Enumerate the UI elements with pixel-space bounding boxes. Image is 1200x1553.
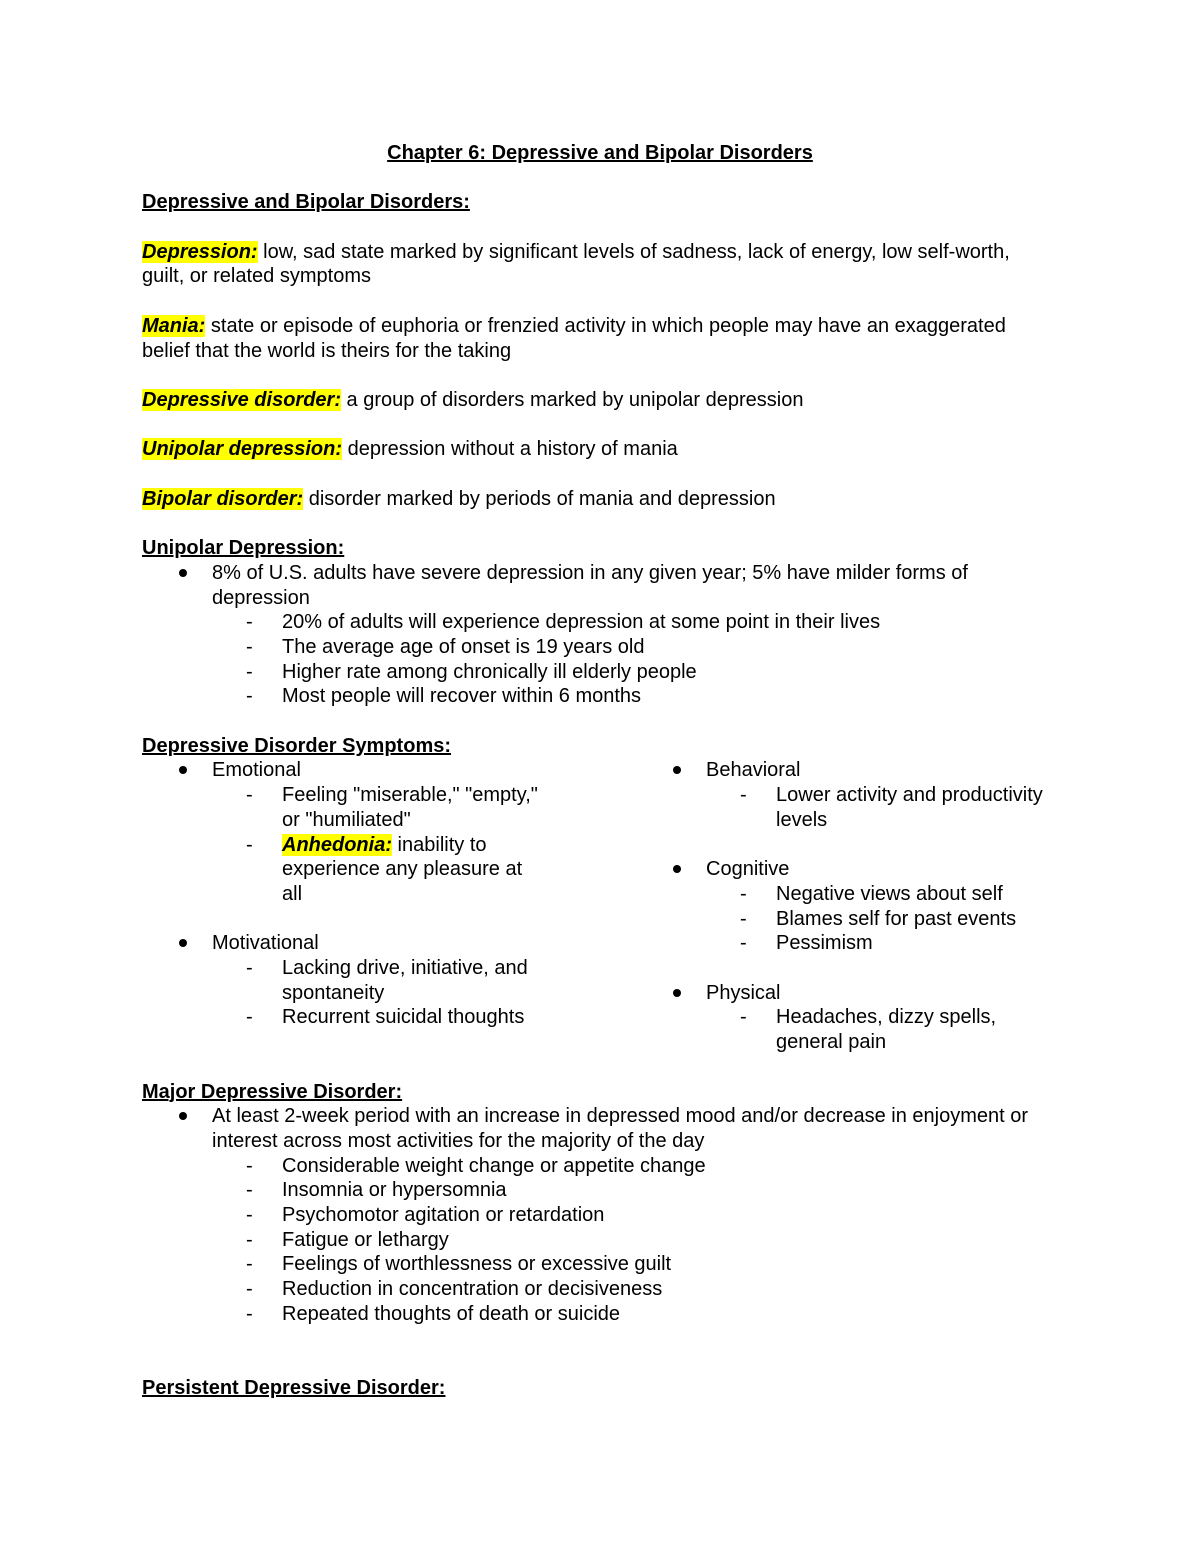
symptom-label: Physical [706, 981, 781, 1004]
list-item: - Repeated thoughts of death or suicide [212, 1302, 1042, 1327]
term-unipolar-depression: Unipolar depression: [142, 438, 343, 461]
list-item-text: 8% of U.S. adults have severe depression in any given year; 5% have milder forms of depression [212, 561, 968, 609]
major-sublist [212, 1154, 1042, 1327]
definition-depressive-disorder [142, 388, 1042, 413]
definition-bipolar-disorder [142, 487, 1042, 512]
heading-major: Major Depressive Disorder: [142, 1080, 403, 1103]
symptom-label: Cognitive [706, 858, 790, 881]
symptom-label: Motivational [212, 932, 319, 955]
list-item: - Insomnia or hypersomnia [212, 1178, 1042, 1203]
definition-text: depression without a history of mania [342, 438, 678, 461]
page-title: Chapter 6: Depressive and Bipolar Disorders [387, 142, 813, 164]
symptom-emotional [142, 758, 542, 906]
term-bipolar-disorder: Bipolar disorder: [142, 487, 304, 510]
list-item: - Fatigue or lethargy [212, 1228, 1042, 1253]
symptom-behavioral [636, 758, 1051, 832]
list-item: - Recurrent suicidal thoughts [212, 1005, 546, 1030]
heading-unipolar: Unipolar Depression: [142, 537, 345, 560]
unipolar-sublist [212, 610, 1042, 709]
unipolar-list [142, 561, 1042, 709]
list-item: - Lower activity and productivity levels [706, 783, 1051, 832]
symptoms-columns [142, 758, 1042, 1054]
list-item: - Lacking drive, initiative, and spontaneity [212, 956, 546, 1005]
list-item [142, 1104, 1042, 1326]
list-item: - The average age of onset is 19 years old [212, 635, 1042, 660]
definition-text: state or episode of euphoria or frenzied activity in which people may have an exaggerated belief that the world is theirs for the taking [142, 314, 1006, 362]
list-item: - 20% of adults will experience depression at some point in their lives [212, 610, 1042, 635]
symptom-physical [636, 981, 1051, 1055]
term-anhedonia: Anhedonia: [282, 833, 392, 856]
definition-text: low, sad state marked by significant levels of sadness, lack of energy, low self-worth, guilt, or related symptoms [142, 240, 1010, 288]
heading-symptoms: Depressive Disorder Symptoms: [142, 734, 452, 757]
definition-depression [142, 240, 1042, 289]
symptom-cognitive [636, 857, 1051, 956]
list-item: - Reduction in concentration or decisiveness [212, 1277, 1042, 1302]
definition-mania [142, 314, 1042, 363]
definition-text: disorder marked by periods of mania and depression [303, 487, 776, 510]
heading-intro: Depressive and Bipolar Disorders: [142, 191, 470, 214]
list-item: - Negative views about self [706, 882, 1051, 907]
definition-text: a group of disorders marked by unipolar depression [340, 388, 804, 411]
list-item: - Blames self for past events [706, 907, 1051, 932]
list-item: - Higher rate among chronically ill elderly people [212, 660, 1042, 685]
list-item-text: At least 2-week period with an increase in depressed mood and/or decrease in enjoyment or interest across most activities for the majority of the day [212, 1105, 1029, 1152]
term-mania: Mania: [142, 314, 206, 337]
list-item [142, 561, 1042, 709]
term-depressive-disorder: Depressive disorder: [142, 388, 341, 411]
list-item-text: inability to experience any pleasure at all [282, 833, 523, 905]
list-item: - Headaches, dizzy spells, general pain [706, 1005, 1051, 1054]
list-item: - Pessimism [706, 931, 1051, 956]
document-content [142, 141, 1042, 1401]
major-list [142, 1104, 1042, 1326]
symptoms-right-column [636, 758, 1051, 1054]
list-item [212, 833, 546, 907]
list-item: - Feelings of worthlessness or excessive guilt [212, 1252, 1042, 1277]
list-item: - Feeling "miserable," "empty," or "humiliated" [212, 783, 546, 832]
heading-persistent: Persistent Depressive Disorder: [142, 1376, 446, 1399]
symptoms-left-column [142, 758, 542, 1054]
definition-unipolar-depression [142, 437, 1042, 462]
list-item: - Most people will recover within 6 months [212, 684, 1042, 709]
symptom-label: Emotional [212, 759, 301, 782]
list-item: - Considerable weight change or appetite change [212, 1154, 1042, 1179]
symptom-label: Behavioral [706, 759, 801, 782]
term-depression: Depression: [142, 240, 258, 263]
list-item: - Psychomotor agitation or retardation [212, 1203, 1042, 1228]
symptom-motivational [142, 931, 542, 1030]
